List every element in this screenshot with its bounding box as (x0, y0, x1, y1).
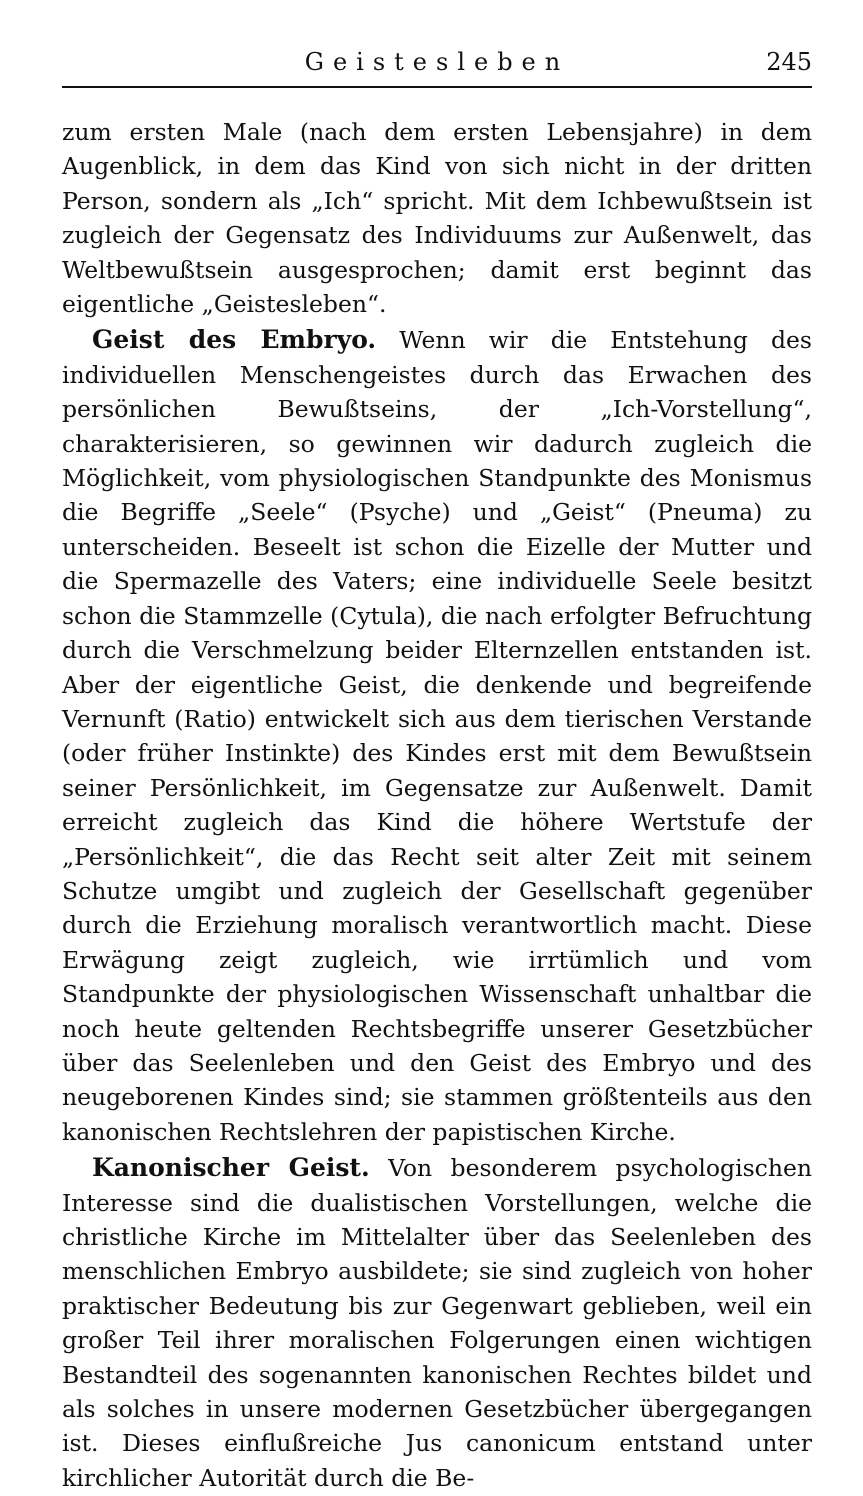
section-heading: Kanonischer Geist. (92, 1153, 370, 1183)
page-number: 245 (766, 48, 812, 76)
paragraph-text: Wenn wir die Entstehung des individuellen Menschengeistes durch das Erwachen des persönlichen Bewußtseins, der „Ich-Vorstellung“, charakterisieren, so gewinnen wir dadurch zugleich die Möglichkeit, vom physiologischen Standpunkte des Monismus die Begriffe „Seele“ (Psyche) und „Geist“ (Pneuma) zu unterscheiden. Beseelt ist schon die Eizelle der Mutter und die Spermazelle des Vaters; eine individuelle Seele besitzt schon die Stammzelle (Cytula), die nach erfolgter Befruchtung durch die Verschmelzung beider Elternzellen entstanden ist. Aber der eigentliche Geist, die denkende und begreifende Vernunft (Ratio) entwickelt sich aus dem tierischen Verstande (oder früher Instinkte) des Kindes erst mit dem Bewußtsein seiner Persönlichkeit, im Gegensatze zur Außenwelt. Damit erreicht zugleich das Kind die höhere Wertstufe der „Persönlichkeit“, die das Recht seit alter Zeit mit seinem Schutze umgibt und zugleich der Gesellschaft gegenüber durch die Erziehung moralisch verantwortlich macht. Diese Erwägung zeigt zugleich, wie irrtümlich und vom Standpunkte der physiologischen Wissenschaft unhaltbar die noch heute geltenden Rechtsbegriffe unserer Gesetzbücher über das Seelenleben und den Geist des Embryo und des neugeborenen Kindes sind; sie stammen größtenteils aus den kanonischen Rechtslehren der papistischen Kirche. (62, 326, 812, 1146)
paragraph-kanonischer-geist (62, 1151, 812, 1495)
header-rule (62, 86, 812, 88)
paragraph-text: Von besonderem psychologischen Interesse sind die dualistischen Vorstellungen, welche die christliche Kirche im Mittelalter über das Seelenleben des menschlichen Embryo ausbildete; sie sind zugleich von hoher praktischer Bedeutung bis zur Gegenwart geblieben, weil ein großer Teil ihrer moralischen Folgerungen einen wichtigen Bestandteil des sogenannten kanonischen Rechtes bildet und als solches in unsere modernen Gesetzbücher übergegangen ist. Dieses einflußreiche Jus canonicum entstand unter kirchlicher Autorität durch die Be- (62, 1154, 812, 1492)
paragraph-text: zum ersten Male (nach dem ersten Lebensjahre) in dem Augenblick, in dem das Kind von sich nicht in der dritten Person, sondern als „Ich“ spricht. Mit dem Ichbewußtsein ist zugleich der Gegensatz des Individuums zur Außenwelt, das Weltbewußtsein ausgesprochen; damit erst beginnt das eigentliche „Geistesleben“. (62, 118, 812, 319)
running-header (62, 42, 812, 82)
section-heading: Geist des Embryo. (92, 325, 377, 355)
running-title: Geistesleben (304, 48, 570, 76)
paragraph-continuation (62, 115, 812, 321)
paragraph-geist-des-embryo (62, 323, 812, 1149)
body-text (62, 115, 812, 1495)
